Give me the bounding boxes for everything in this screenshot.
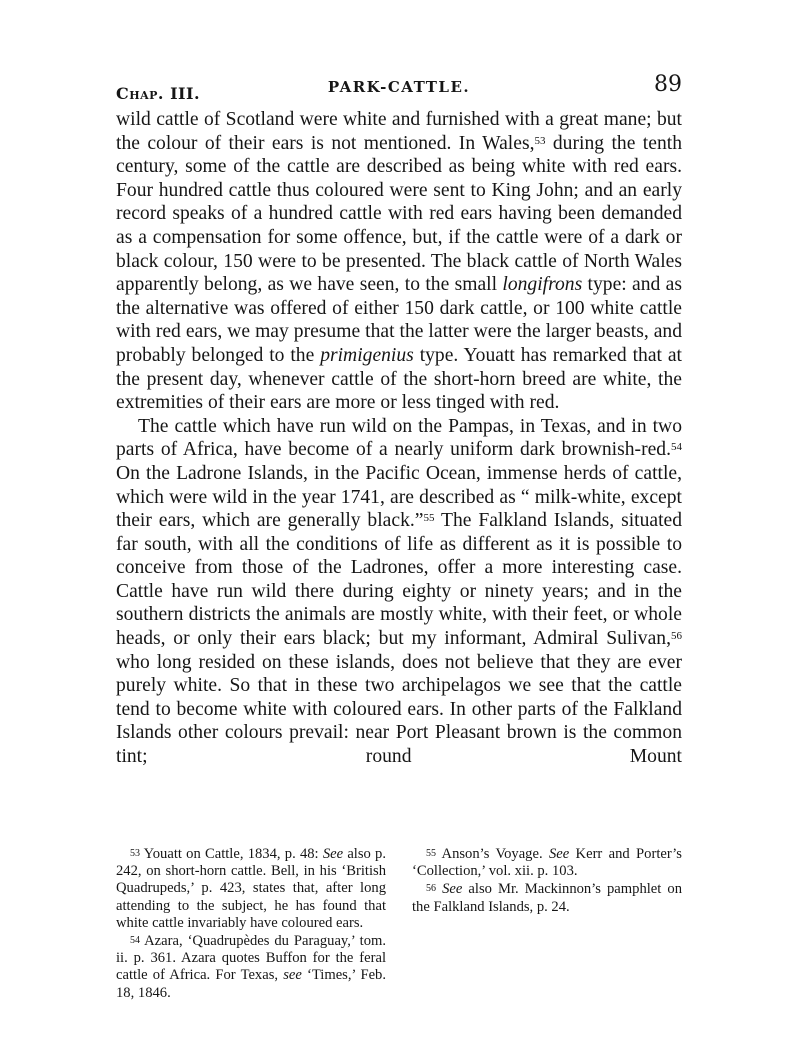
italic-see: See — [548, 846, 570, 862]
footnote-54 — [116, 933, 386, 1002]
footnote-number: 55 — [426, 848, 436, 859]
footnote-ref-55: 55 — [423, 512, 435, 525]
text-run: Azara, ‘Quadrupèdes du Paraguay,’ tom. ii. p. 361. Azara quotes Buffon for the feral cattle of Africa. For Texas, — [116, 933, 386, 984]
text-run: who long resided on these islands, does not believe that they are ever purely white. So that in these two archipelagos we see that the cattle tend to become white with coloured ears. In other parts of the Falkland Islands other colours prevail: near Port Pleasant brown is the common tint; round Mount — [116, 651, 682, 768]
paragraph-2 — [116, 415, 682, 793]
text-run: On the Ladrone Islands, in the Pacific Ocean, immense herds of cattle, which were wild in the year 1741, are described as “ milk-white, except their ears, which are generally black.” — [116, 462, 682, 532]
italic-term-primigenius: primigenius — [320, 344, 414, 366]
italic-see: See — [442, 881, 463, 898]
footnote-ref-53: 53 — [534, 134, 546, 147]
text-run: The Falkland Islands, situated far south, with all the conditions of life as different as it is possible to conceive from those of the Ladrones, offer a more interesting case. Cattle have run wild there during eighty or ninety years; and in the southern districts the animals are mostly white, with their feet, or whole heads, or only their ears black; but my informant, Admiral Sulivan, — [116, 510, 683, 650]
italic-see: See — [322, 846, 344, 862]
footnote-55 — [412, 846, 682, 880]
italic-see: see — [283, 967, 302, 984]
text-run: type. Youatt has remarked that at the present day, whenever cattle of the short-horn breed are white, the extremities of their ears are more or less tinged with red. — [116, 344, 682, 414]
text-run: ‘Times,’ Feb. 18, 1846. — [116, 967, 386, 1001]
footnote-number: 56 — [426, 883, 436, 895]
footnote-53 — [116, 846, 386, 932]
footnotes — [116, 846, 682, 1003]
text-run: type: and as the alternative was offered of either 150 dark cattle, or 100 white cattle with red ears, we may presume that the latter were the larger beasts, and probably belonged to the — [116, 274, 682, 366]
body-text — [116, 108, 682, 792]
running-title: PARK-CATTLE. — [327, 78, 471, 96]
text-run: also p. 242, on short-horn cattle. Bell, in his ‘British Quadrupeds,’ p. 423, states that, after long attending to the subject, he has found that white cattle invariably have coloured ears. — [116, 846, 386, 931]
page-number: 89 — [654, 72, 682, 97]
italic-term-longifrons: longifrons — [502, 274, 583, 296]
footnote-56 — [412, 881, 682, 915]
text-run: during the tenth century, some of the cattle are described as being white with red ears. Four hundred cattle thus coloured were sent to King John; and an early record speaks of a hundred cattle with red ears having been demanded as a compensation for some offence, but, if the cattle were of a dark or black colour, 150 were to be presented. The black cattle of North Wales apparently belong, as we have seen, to the small — [116, 132, 682, 296]
text-run: Youatt on Cattle, 1834, p. 48: — [140, 846, 323, 862]
chapter-label: Chap. III. — [116, 84, 201, 103]
footnote-column-left — [116, 846, 386, 1003]
text-run: Anson’s Voyage. — [436, 846, 549, 862]
text-run: wild cattle of Scotland were white and furnished with a great mane; but the colour of their ears is not mentioned. In Wales, — [116, 109, 682, 154]
footnote-ref-54: 54 — [671, 441, 682, 454]
footnote-number: 54 — [130, 935, 140, 947]
footnote-ref-56: 56 — [671, 630, 682, 643]
footnote-number: 53 — [130, 848, 140, 859]
paragraph-1 — [116, 108, 682, 415]
text-run: Kerr and Porter’s ‘Collection,’ vol. xii. p. 103. — [412, 846, 682, 880]
page-header — [116, 72, 682, 108]
text-run: also Mr. Mackinnon’s pamphlet on the Falkland Islands, p. 24. — [412, 881, 682, 915]
text-run: The cattle which have run wild on the Pampas, in Texas, and in two parts of Africa, have become of a nearly uniform dark brownish-red. — [116, 415, 682, 461]
footnote-column-right — [412, 846, 682, 1003]
